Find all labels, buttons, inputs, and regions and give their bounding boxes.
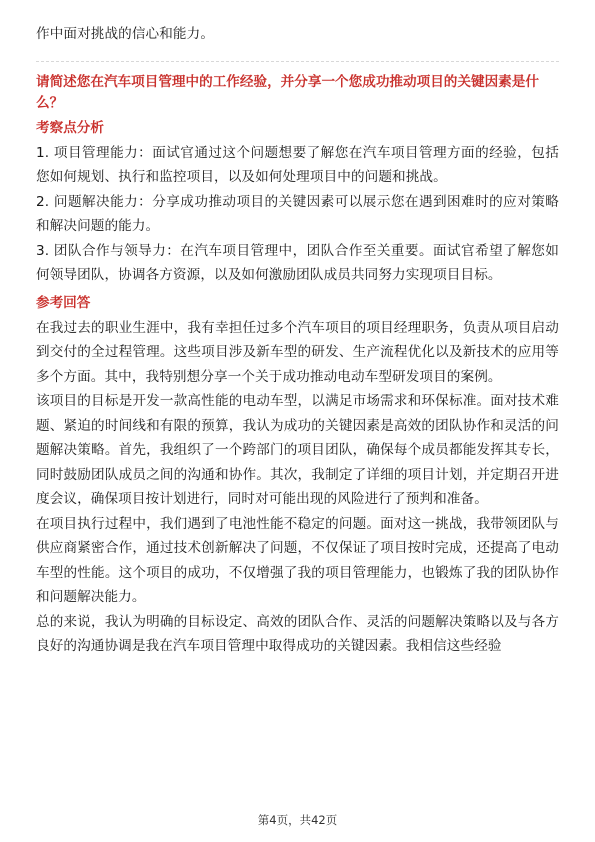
answer-paragraph: 在我过去的职业生涯中，我有幸担任过多个汽车项目的项目经理职务，负责从项目启动到交付的全过程管理。这些项目涉及新车型的研发、生产流程优化以及新技术的应用等多个方面。其中，我特别想分享一个关于成功推动电动车型研发项目的案例。 [36,319,559,385]
answer-heading: 参考回答 [36,294,91,311]
document-page [36,22,559,659]
interview-question: 请简述您在汽车项目管理中的工作经验，并分享一个您成功推动项目的关键因素是什么？ [36,73,539,111]
section-divider [36,61,559,62]
intro-text: 作中面对挑战的信心和能力。 [36,26,215,42]
answer-paragraph: 在项目执行过程中，我们遇到了电池性能不稳定的问题。面对这一挑战，我带领团队与供应商紧密合作，通过技术创新解决了问题，不仅保证了项目按时完成，还提高了电动车型的性能。这个项目的成功，不仅增强了我的项目管理能力，也锻炼了我的团队协作和问题解决能力。 [36,515,559,605]
answer-paragraph: 总的来说，我认为明确的目标设定、高效的团队合作、灵活的问题解决策略以及与各方良好的沟通协调是我在汽车项目管理中取得成功的关键因素。我相信这些经验 [36,613,559,654]
analysis-point: 2. 问题解决能力：分享成功推动项目的关键因素可以展示您在遇到困难时的应对策略和解决问题的能力。 [36,193,559,234]
answer-paragraph: 该项目的目标是开发一款高性能的电动车型，以满足市场需求和环保标准。面对技术难题、紧迫的时间线和有限的预算，我认为成功的关键因素是高效的团队协作和灵活的问题解决策略。首先，我组织了一个跨部门的项目团队，确保每个成员都能发挥其专长，同时鼓励团队成员之间的沟通和协作。其次，我制定了详细的项目计划，并定期召开进度会议，确保项目按计划进行，同时对可能出现的风险进行了预判和准备。 [36,393,559,507]
analysis-point: 1. 项目管理能力：面试官通过这个问题想要了解您在汽车项目管理方面的经验，包括您如何规划、执行和监控项目，以及如何处理项目中的问题和挑战。 [36,144,559,185]
page-number: 第4页，共42页 [257,813,338,827]
analysis-heading: 考察点分析 [36,119,104,136]
analysis-point: 3. 团队合作与领导力：在汽车项目管理中，团队合作至关重要。面试官希望了解您如何领导团队，协调各方资源，以及如何激励团队成员共同努力实现项目目标。 [36,242,559,283]
